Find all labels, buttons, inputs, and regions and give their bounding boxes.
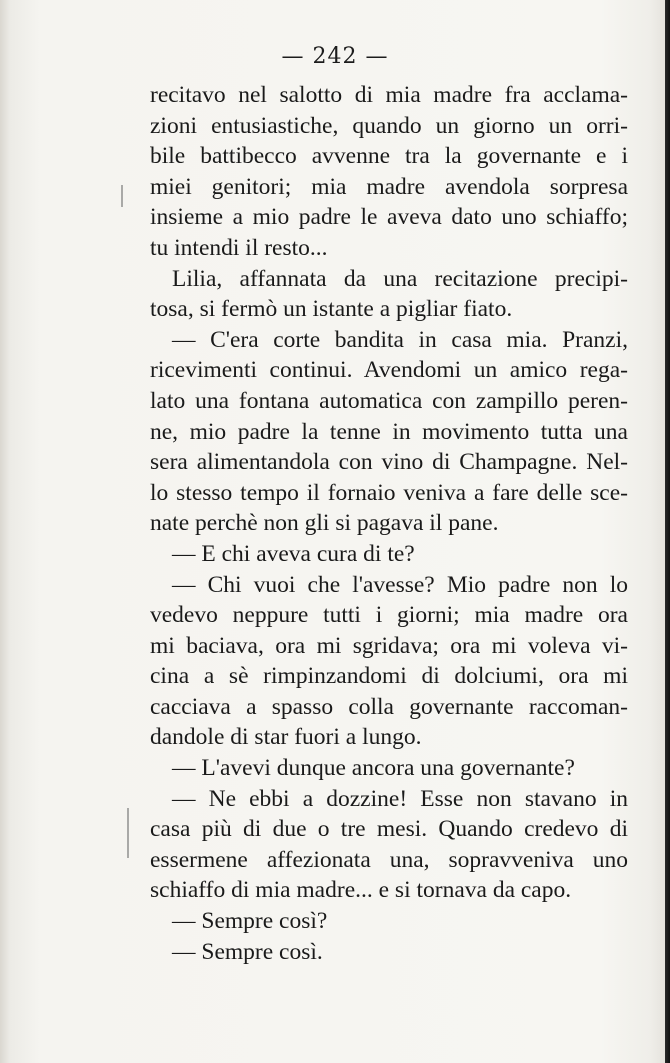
page-edge-shadow	[665, 0, 670, 1063]
text-line: casa più di due o tre mesi. Quando credevo di	[150, 816, 628, 843]
text-line: vedevo neppure tutti i giorni; mia madre ora	[150, 602, 628, 629]
text-line: — Ne ebbi a dozzine! Esse non stavano in	[172, 785, 628, 812]
text-line: bile battibecco avvenne tra la governante e i	[150, 143, 628, 170]
text-line: essermene affezionata una, sopravveniva uno	[150, 846, 628, 873]
text-line: cina a sè rimpinzandomi di dolciumi, ora mi	[150, 663, 628, 690]
text-line: — Sempre così.	[172, 938, 323, 965]
page-number: — 242 —	[281, 44, 389, 69]
margin-mark	[127, 808, 129, 858]
text-line: tosa, si fermò un istante a pigliar fiato.	[150, 296, 513, 323]
text-line: lato una fontana automatica con zampillo peren-	[150, 387, 628, 414]
text-line: Lilia, affannata da una recitazione precipi-	[172, 265, 628, 292]
text-line: insieme a mio padre le aveva dato uno schiaffo;	[150, 204, 628, 231]
text-line: cacciava a spasso colla governante raccoman-	[150, 693, 628, 720]
text-line: — C'era corte bandita in casa mia. Pranzi,	[172, 326, 628, 353]
text-line: — Chi vuoi che l'avesse? Mio padre non lo	[172, 571, 628, 598]
text-line: miei genitori; mia madre avendola sorpresa	[150, 173, 628, 200]
text-line: recitavo nel salotto di mia madre fra acclama-	[150, 82, 628, 108]
text-line: mi baciava, ora mi sgridava; ora mi voleva vi-	[150, 632, 628, 659]
text-line: dandole di star fuori a lungo.	[150, 724, 422, 751]
text-line: sera alimentandola con vino di Champagne. Nel-	[150, 449, 628, 476]
text-line: — Sempre così?	[172, 908, 328, 935]
body-text	[150, 80, 628, 967]
text-line: tu intendi il resto...	[150, 234, 328, 261]
text-line: schiaffo di mia madre... e si tornava da capo.	[150, 877, 572, 904]
text-line: — L'avevi dunque ancora una governante?	[172, 755, 575, 782]
margin-mark	[121, 185, 123, 207]
text-line: ne, mio padre la tenne in movimento tutta una	[150, 418, 628, 445]
text-line: — E chi aveva cura di te?	[172, 540, 415, 567]
text-line: ricevimenti continui. Avendomi un amico rega-	[150, 357, 628, 384]
text-line: lo stesso tempo il fornaio veniva a fare delle sce-	[150, 479, 628, 506]
text-line: nate perchè non gli si pagava il pane.	[150, 510, 499, 537]
text-line: zioni entusiastiche, quando un giorno un orri-	[150, 112, 628, 139]
